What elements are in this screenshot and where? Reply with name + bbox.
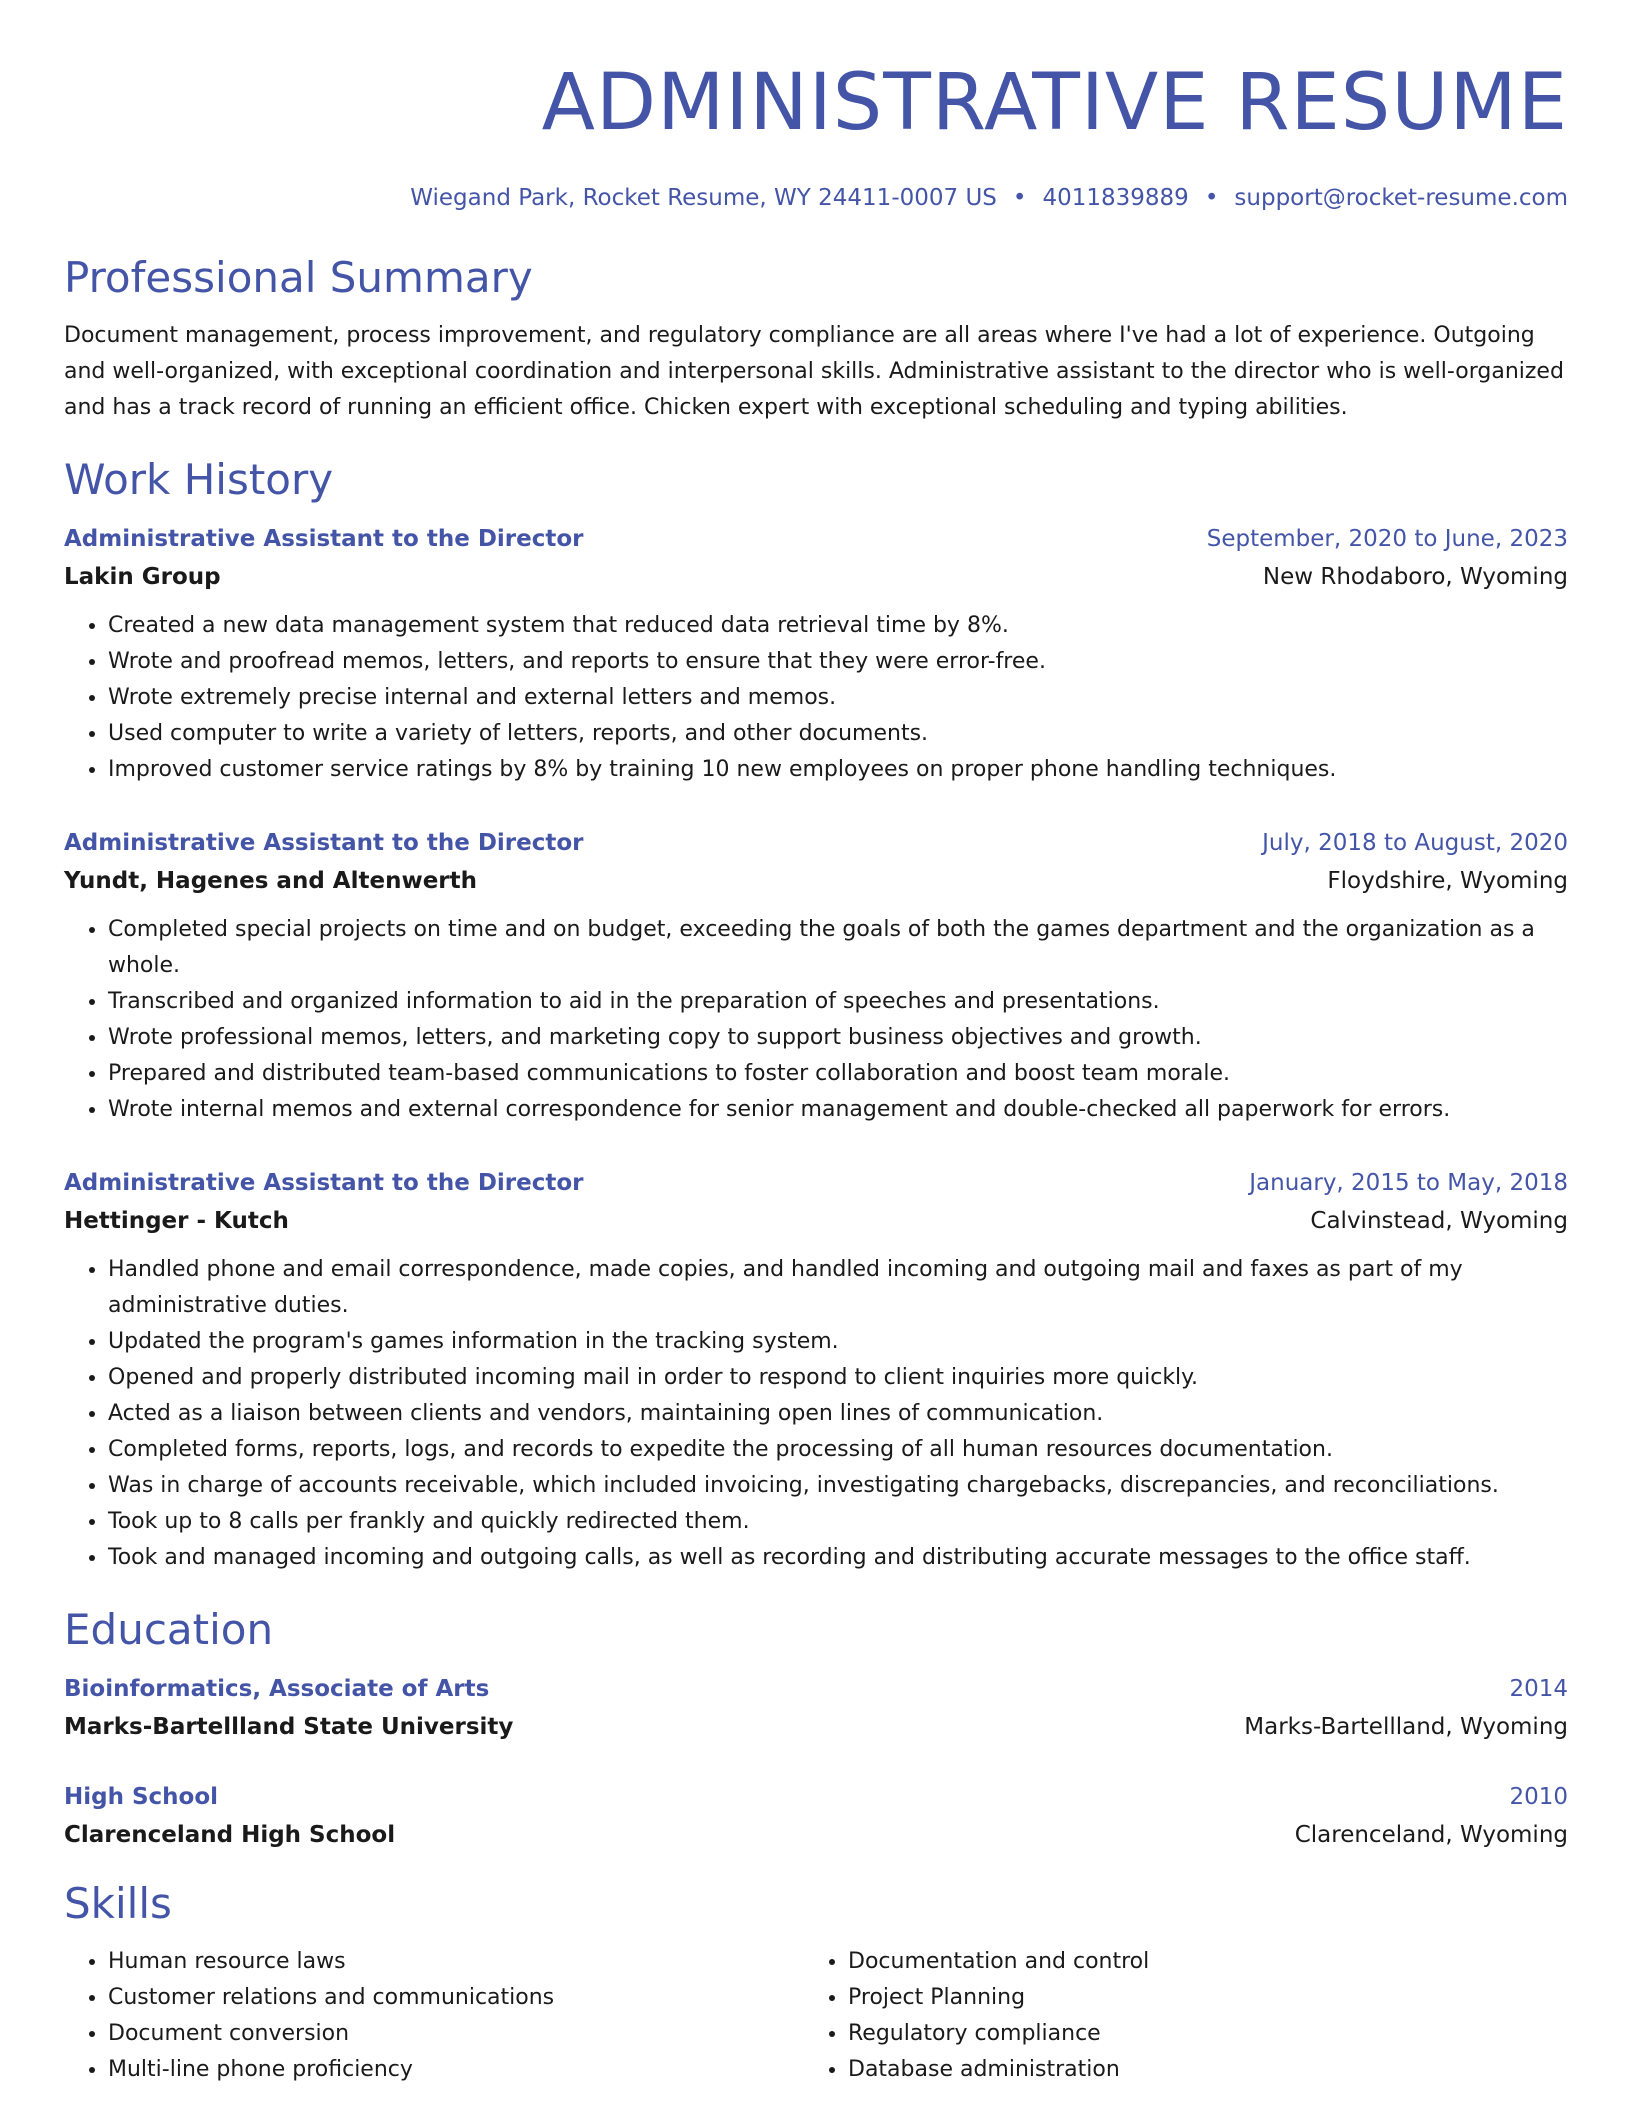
skill-item: • Multi-line phone proficiency [108, 2052, 804, 2088]
education-school: Clarenceland High School [64, 1822, 396, 1848]
contact-phone[interactable]: 4011839889 [1042, 185, 1189, 211]
job-bullet: • Acted as a liaison between clients and vendors, maintaining open lines of communication. [108, 1396, 1568, 1432]
skills-list [64, 1944, 1568, 2088]
job-bullet: • Took up to 8 calls per frankly and quickly redirected them. [108, 1504, 1568, 1540]
skills-column-left [64, 1944, 804, 2088]
summary-heading: Professional Summary [64, 253, 533, 302]
education-degree: Bioinformatics, Associate of Arts [64, 1676, 490, 1702]
job-entry [64, 1166, 1568, 1576]
job-bullet: • Transcribed and organized information to aid in the preparation of speeches and presentations. [108, 984, 1568, 1020]
education-location: Marks-Bartellland, Wyoming [1244, 1714, 1568, 1740]
job-bullet: • Wrote internal memos and external correspondence for senior management and double-checked all paperwork for errors. [108, 1092, 1568, 1128]
skills-heading: Skills [64, 1879, 172, 1928]
job-bullet: • Opened and properly distributed incoming mail in order to respond to client inquiries more quickly. [108, 1360, 1568, 1396]
education-location: Clarenceland, Wyoming [1294, 1822, 1568, 1848]
contact-address: Wiegand Park, Rocket Resume, WY 24411-0007 US [410, 185, 997, 211]
job-entry [64, 826, 1568, 1128]
job-bullets [64, 1252, 1568, 1576]
skill-item: • Document conversion [108, 2016, 804, 2052]
job-bullet: • Prepared and distributed team-based communications to foster collaboration and boost team morale. [108, 1056, 1568, 1092]
education-entry [64, 1672, 1568, 1744]
job-entry [64, 522, 1568, 788]
skill-item: • Human resource laws [108, 1944, 804, 1980]
contact-separator: • [1012, 185, 1027, 211]
summary-text: Document management, process improvement, and regulatory compliance are all areas where I've had a lot of experience. Outgoing and well-organized, with exceptional coordination and interpersonal skills. Administrative assistant to the director who is well-organized and has a track record of running an efficient office. Chicken expert with exceptional scheduling and typing abilities. [64, 323, 1564, 420]
job-bullet: • Improved customer service ratings by 8% by training 10 new employees on proper phone handling techniques. [108, 752, 1568, 788]
education-degree: High School [64, 1784, 219, 1810]
job-bullet: • Completed forms, reports, logs, and records to expedite the processing of all human resources documentation. [108, 1432, 1568, 1468]
job-dates: July, 2018 to August, 2020 [1262, 830, 1568, 856]
skill-item: • Documentation and control [848, 1944, 1544, 1980]
job-bullet: • Wrote extremely precise internal and external letters and memos. [108, 680, 1568, 716]
resume-title: ADMINISTRATIVE RESUME [541, 58, 1568, 148]
job-company: Lakin Group [64, 564, 221, 590]
job-bullet: • Completed special projects on time and on budget, exceeding the goals of both the games department and the organization as a whole. [108, 912, 1568, 984]
work-history-heading: Work History [64, 455, 334, 504]
job-company: Yundt, Hagenes and Altenwerth [64, 868, 478, 894]
job-bullet: • Created a new data management system that reduced data retrieval time by 8%. [108, 608, 1568, 644]
education-year: 2014 [1509, 1676, 1568, 1702]
job-company: Hettinger - Kutch [64, 1208, 289, 1234]
skills-column-right [804, 1944, 1544, 2088]
education-heading: Education [64, 1605, 274, 1654]
skill-item: • Database administration [848, 2052, 1544, 2088]
job-bullets [64, 608, 1568, 788]
skill-item: • Customer relations and communications [108, 1980, 804, 2016]
skill-item: • Regulatory compliance [848, 2016, 1544, 2052]
job-bullet: • Took and managed incoming and outgoing calls, as well as recording and distributing accurate messages to the office staff. [108, 1540, 1568, 1576]
job-bullet: • Handled phone and email correspondence, made copies, and handled incoming and outgoing mail and faxes as part of my administrative duties. [108, 1252, 1568, 1324]
job-location: Floydshire, Wyoming [1327, 868, 1568, 894]
job-location: Calvinstead, Wyoming [1310, 1208, 1568, 1234]
job-bullets [64, 912, 1568, 1128]
job-bullet: • Was in charge of accounts receivable, which included invoicing, investigating chargebacks, discrepancies, and reconciliations. [108, 1468, 1568, 1504]
job-bullet: • Updated the program's games information in the tracking system. [108, 1324, 1568, 1360]
job-bullet: • Used computer to write a variety of letters, reports, and other documents. [108, 716, 1568, 752]
contact-separator: • [1204, 185, 1219, 211]
job-dates: January, 2015 to May, 2018 [1249, 1170, 1568, 1196]
job-role: Administrative Assistant to the Director [64, 1170, 584, 1196]
job-dates: September, 2020 to June, 2023 [1206, 526, 1568, 552]
job-bullet: • Wrote and proofread memos, letters, and reports to ensure that they were error-free. [108, 644, 1568, 680]
contact-line [64, 182, 1568, 214]
skill-item: • Project Planning [848, 1980, 1544, 2016]
job-location: New Rhodaboro, Wyoming [1262, 564, 1568, 590]
job-bullet: • Wrote professional memos, letters, and marketing copy to support business objectives and growth. [108, 1020, 1568, 1056]
job-role: Administrative Assistant to the Director [64, 830, 584, 856]
education-year: 2010 [1509, 1784, 1568, 1810]
education-school: Marks-Bartellland State University [64, 1714, 514, 1740]
contact-email[interactable]: support@rocket-resume.com [1234, 185, 1568, 211]
education-entry [64, 1780, 1568, 1852]
job-role: Administrative Assistant to the Director [64, 526, 584, 552]
